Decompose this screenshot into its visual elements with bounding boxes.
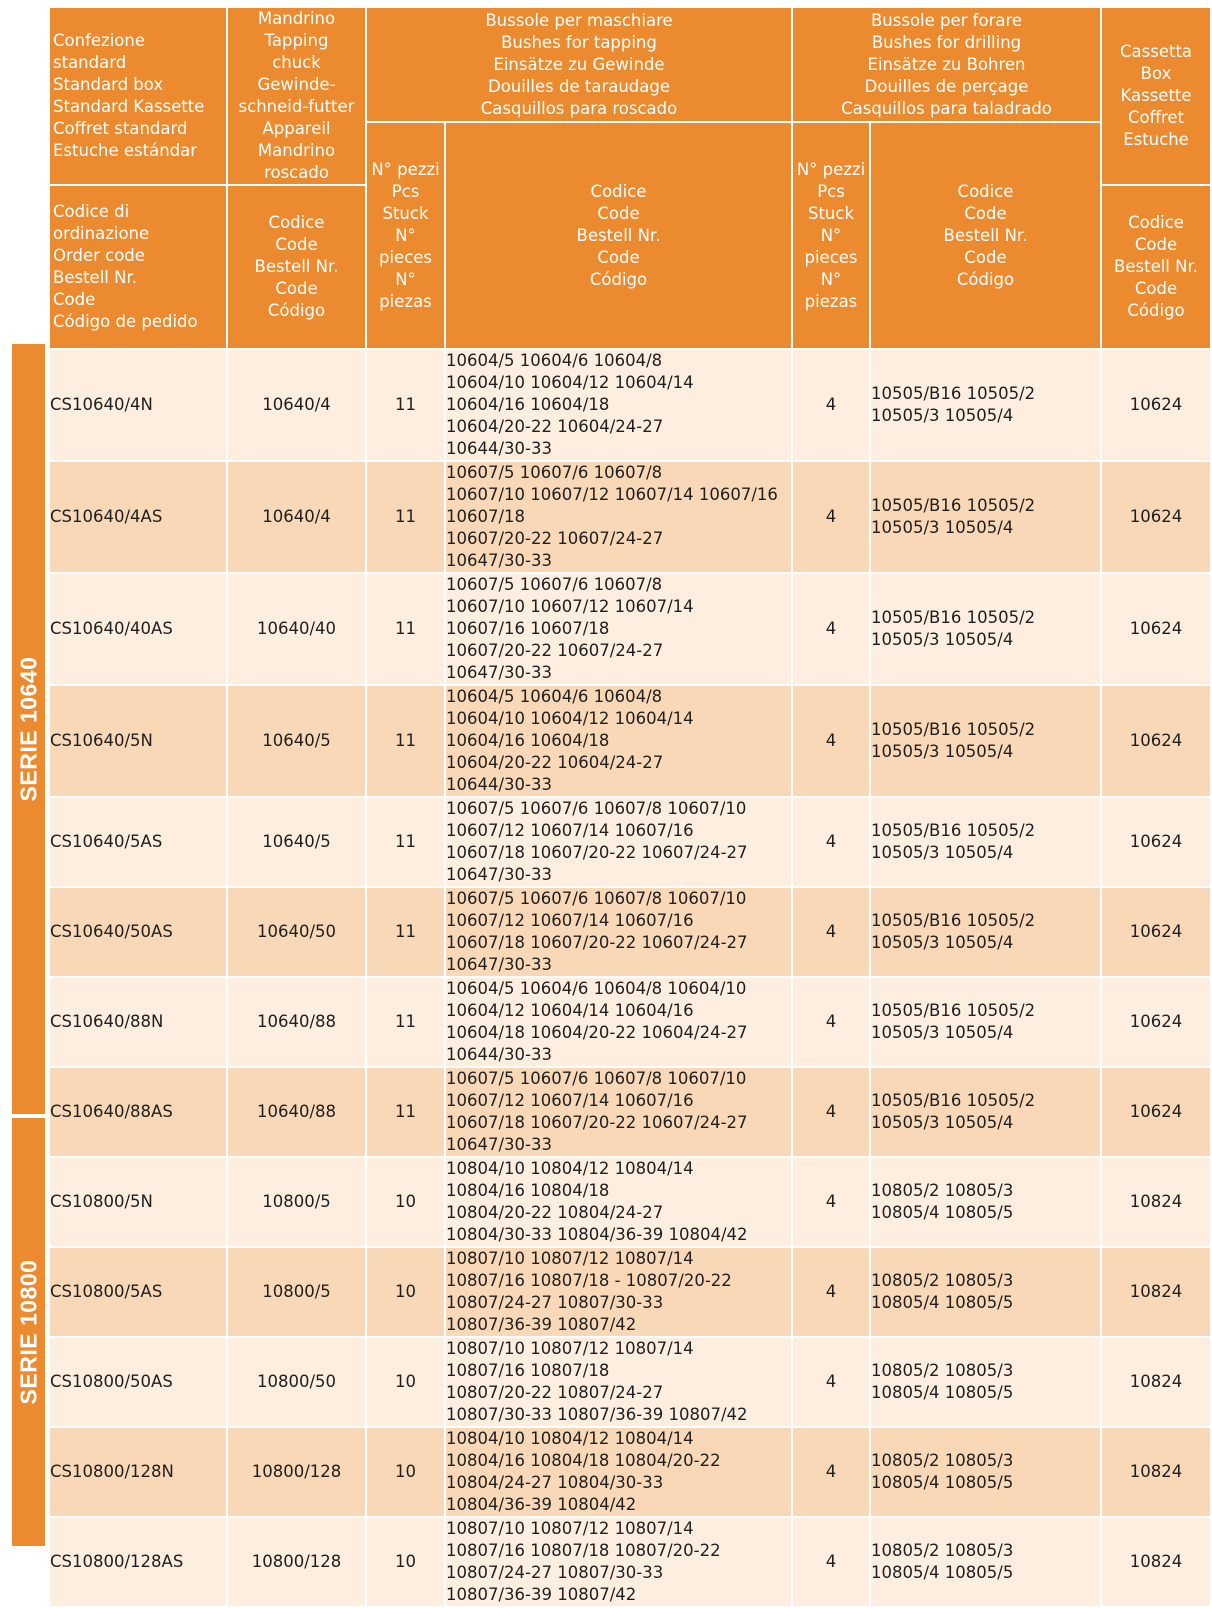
pcs-tapping-cell: 10 [366, 1517, 445, 1607]
tapping-code-line: 10604/10 10604/12 10604/14 [446, 373, 694, 392]
pcs-tapping-cell: 10 [366, 1157, 445, 1247]
order-code-cell: CS10640/5N [49, 685, 227, 797]
pcs-drilling-cell: 4 [792, 1067, 870, 1157]
box-code-cell: 10624 [1101, 461, 1211, 573]
pcs-tapping-cell: 11 [366, 977, 445, 1067]
table-row [49, 1067, 1211, 1157]
pcs-tapping-cell: 11 [366, 461, 445, 573]
box-code-cell: 10824 [1101, 1427, 1211, 1517]
tapping-code-line: 10604/20-22 10604/24-27 [446, 753, 664, 772]
tapping-code-line: 10647/30-33 [446, 865, 552, 884]
drilling-code-line: 10805/2 10805/3 [871, 1361, 1014, 1380]
drilling-codes-cell [870, 1337, 1101, 1427]
drilling-code-line: 10505/B16 10505/2 [871, 720, 1036, 739]
tapping-codes-cell [445, 573, 792, 685]
tapping-code-line: 10644/30-33 [446, 439, 552, 458]
order-code-cell: CS10640/88AS [49, 1067, 227, 1157]
drilling-codes-cell [870, 797, 1101, 887]
tapping-code-line: 10607/20-22 10607/24-27 [446, 529, 664, 548]
header-code-tapping: Codice Code Bestell Nr. Code Código [445, 122, 792, 349]
drilling-code-line: 10505/3 10505/4 [871, 933, 1014, 952]
pcs-drilling-cell: 4 [792, 1427, 870, 1517]
order-code-cell: CS10640/50AS [49, 887, 227, 977]
box-code-cell: 10824 [1101, 1517, 1211, 1607]
tapping-code-line: 10644/30-33 [446, 1045, 552, 1064]
drilling-code-line: 10505/3 10505/4 [871, 1023, 1014, 1042]
tapping-code-line: 10607/5 10607/6 10607/8 10607/10 [446, 1069, 747, 1088]
pcs-drilling-cell: 4 [792, 1157, 870, 1247]
tapping-code-line: 10807/30-33 10807/36-39 10807/42 [446, 1405, 748, 1424]
order-code-cell: CS10800/5N [49, 1157, 227, 1247]
header-bushes-tapping: Bussole per maschiare Bushes for tapping Einsätze zu Gewinde Douilles de taraudage Casquillos para roscado [366, 7, 792, 122]
tapping-codes-cell [445, 1337, 792, 1427]
tapping-code-line: 10807/24-27 10807/30-33 [446, 1293, 664, 1312]
tapping-codes-cell [445, 349, 792, 461]
tapping-code-line: 10607/10 10607/12 10607/14 [446, 597, 694, 616]
tapping-codes-cell [445, 461, 792, 573]
pcs-drilling-cell: 4 [792, 1337, 870, 1427]
drilling-code-line: 10805/2 10805/3 [871, 1181, 1014, 1200]
tapping-code-line: 10607/5 10607/6 10607/8 [446, 575, 663, 594]
order-code-cell: CS10800/50AS [49, 1337, 227, 1427]
order-code-cell: CS10800/5AS [49, 1247, 227, 1337]
drilling-code-line: 10805/2 10805/3 [871, 1541, 1014, 1560]
tapping-code-line: 10804/16 10804/18 [446, 1181, 610, 1200]
table-row [49, 1247, 1211, 1337]
pcs-tapping-cell: 11 [366, 685, 445, 797]
box-code-cell: 10624 [1101, 887, 1211, 977]
tapping-code-line: 10807/10 10807/12 10807/14 [446, 1519, 694, 1538]
tapping-codes-cell [445, 977, 792, 1067]
tapping-code-line: 10807/10 10807/12 10807/14 [446, 1249, 694, 1268]
drilling-codes-cell [870, 1067, 1101, 1157]
drilling-code-line: 10805/4 10805/5 [871, 1473, 1014, 1492]
tapping-code-line: 10604/16 10604/18 [446, 731, 610, 750]
chuck-code-cell: 10640/88 [227, 977, 366, 1067]
tapping-code-line: 10607/10 10607/12 10607/14 10607/16 [446, 485, 778, 504]
table-row [49, 977, 1211, 1067]
header-tapping-chuck: Mandrino Tapping chuck Gewinde- schneid-futter Appareil Mandrino roscado [227, 7, 366, 185]
series-label: SERIE 10640 [15, 656, 41, 802]
tapping-code-line: 10807/20-22 10807/24-27 [446, 1383, 664, 1402]
tapping-code-line: 10604/12 10604/14 10604/16 [446, 1001, 694, 1020]
tapping-codes-cell [445, 887, 792, 977]
drilling-code-line: 10505/B16 10505/2 [871, 384, 1036, 403]
box-code-cell: 10624 [1101, 349, 1211, 461]
tapping-code-line: 10807/24-27 10807/30-33 [446, 1563, 664, 1582]
pcs-drilling-cell: 4 [792, 349, 870, 461]
tapping-code-line: 10807/36-39 10807/42 [446, 1315, 637, 1334]
pcs-tapping-cell: 10 [366, 1427, 445, 1517]
tapping-code-line: 10807/10 10807/12 10807/14 [446, 1339, 694, 1358]
pcs-drilling-cell: 4 [792, 797, 870, 887]
tapping-codes-cell [445, 1247, 792, 1337]
order-code-cell: CS10640/88N [49, 977, 227, 1067]
tapping-code-line: 10604/5 10604/6 10604/8 10604/10 [446, 979, 747, 998]
chuck-code-cell: 10800/128 [227, 1517, 366, 1607]
chuck-code-cell: 10640/5 [227, 797, 366, 887]
table-row [49, 1157, 1211, 1247]
pcs-drilling-cell: 4 [792, 1247, 870, 1337]
drilling-codes-cell [870, 887, 1101, 977]
drilling-code-line: 10505/3 10505/4 [871, 742, 1014, 761]
table-row [49, 797, 1211, 887]
tapping-codes-cell [445, 1067, 792, 1157]
drilling-codes-cell [870, 349, 1101, 461]
chuck-code-cell: 10640/5 [227, 685, 366, 797]
tapping-code-line: 10804/10 10804/12 10804/14 [446, 1159, 694, 1178]
order-code-cell: CS10640/4AS [49, 461, 227, 573]
chuck-code-cell: 10800/5 [227, 1157, 366, 1247]
header-box: Cassetta Box Kassette Coffret Estuche [1101, 7, 1211, 185]
pcs-tapping-cell: 11 [366, 349, 445, 461]
box-code-cell: 10824 [1101, 1157, 1211, 1247]
box-code-cell: 10824 [1101, 1247, 1211, 1337]
box-code-cell: 10624 [1101, 1067, 1211, 1157]
chuck-code-cell: 10800/5 [227, 1247, 366, 1337]
drilling-code-line: 10505/B16 10505/2 [871, 821, 1036, 840]
tapping-code-line: 10604/5 10604/6 10604/8 [446, 351, 663, 370]
table-row [49, 1517, 1211, 1607]
tapping-code-line: 10607/12 10607/14 10607/16 [446, 911, 694, 930]
tapping-code-line: 10804/36-39 10804/42 [446, 1495, 637, 1514]
chuck-code-cell: 10640/4 [227, 461, 366, 573]
tapping-codes-cell [445, 1517, 792, 1607]
tapping-code-line: 10804/10 10804/12 10804/14 [446, 1429, 694, 1448]
kit-table [48, 6, 1212, 1608]
tapping-code-line: 10807/16 10807/18 10807/20-22 [446, 1541, 721, 1560]
tapping-codes-cell [445, 797, 792, 887]
tapping-code-line: 10807/36-39 10807/42 [446, 1585, 637, 1604]
drilling-codes-cell [870, 573, 1101, 685]
drilling-codes-cell [870, 1157, 1101, 1247]
order-code-cell: CS10640/5AS [49, 797, 227, 887]
drilling-code-line: 10805/4 10805/5 [871, 1383, 1014, 1402]
box-code-cell: 10624 [1101, 573, 1211, 685]
drilling-code-line: 10505/3 10505/4 [871, 843, 1014, 862]
tapping-code-line: 10647/30-33 [446, 1135, 552, 1154]
tapping-code-line: 10804/24-27 10804/30-33 [446, 1473, 664, 1492]
order-code-cell: CS10800/128N [49, 1427, 227, 1517]
order-code-cell: CS10640/40AS [49, 573, 227, 685]
pcs-drilling-cell: 4 [792, 977, 870, 1067]
table-row [49, 461, 1211, 573]
pcs-drilling-cell: 4 [792, 461, 870, 573]
drilling-code-line: 10505/B16 10505/2 [871, 1091, 1036, 1110]
drilling-codes-cell [870, 1247, 1101, 1337]
drilling-code-line: 10505/B16 10505/2 [871, 911, 1036, 930]
drilling-code-line: 10505/3 10505/4 [871, 518, 1014, 537]
tapping-code-line: 10607/12 10607/14 10607/16 [446, 1091, 694, 1110]
drilling-codes-cell [870, 977, 1101, 1067]
tapping-code-line: 10647/30-33 [446, 955, 552, 974]
drilling-code-line: 10505/B16 10505/2 [871, 1001, 1036, 1020]
drilling-code-line: 10805/2 10805/3 [871, 1271, 1014, 1290]
box-code-cell: 10624 [1101, 797, 1211, 887]
chuck-code-cell: 10640/4 [227, 349, 366, 461]
pcs-tapping-cell: 11 [366, 1067, 445, 1157]
drilling-code-line: 10505/B16 10505/2 [871, 496, 1036, 515]
tapping-code-line: 10604/16 10604/18 [446, 395, 610, 414]
tapping-code-line: 10804/30-33 10804/36-39 10804/42 [446, 1225, 748, 1244]
table-row [49, 887, 1211, 977]
pcs-tapping-cell: 10 [366, 1337, 445, 1427]
tapping-code-line: 10607/18 [446, 507, 526, 526]
chuck-code-cell: 10800/128 [227, 1427, 366, 1517]
table-row [49, 1427, 1211, 1517]
pcs-tapping-cell: 10 [366, 1247, 445, 1337]
pcs-drilling-cell: 4 [792, 685, 870, 797]
tapping-code-line: 10807/16 10807/18 - 10807/20-22 [446, 1271, 732, 1290]
box-code-cell: 10824 [1101, 1337, 1211, 1427]
drilling-codes-cell [870, 461, 1101, 573]
drilling-codes-cell [870, 1427, 1101, 1517]
chuck-code-cell: 10800/50 [227, 1337, 366, 1427]
chuck-code-cell: 10640/88 [227, 1067, 366, 1157]
drilling-code-line: 10505/B16 10505/2 [871, 608, 1036, 627]
tapping-code-line: 10604/20-22 10604/24-27 [446, 417, 664, 436]
box-code-cell: 10624 [1101, 977, 1211, 1067]
drilling-code-line: 10805/2 10805/3 [871, 1451, 1014, 1470]
chuck-code-cell: 10640/40 [227, 573, 366, 685]
tapping-code-line: 10607/18 10607/20-22 10607/24-27 [446, 1113, 748, 1132]
header-bushes-drilling: Bussole per forare Bushes for drilling Einsätze zu Bohren Douilles de perçage Casquillos para taladrado [792, 7, 1101, 122]
table-row [49, 573, 1211, 685]
tapping-code-line: 10607/16 10607/18 [446, 619, 610, 638]
chuck-code-cell: 10640/50 [227, 887, 366, 977]
tapping-codes-cell [445, 1427, 792, 1517]
tapping-code-line: 10647/30-33 [446, 663, 552, 682]
tapping-codes-cell [445, 1157, 792, 1247]
header-pcs-drilling: N° pezzi Pcs Stuck N° pieces N° piezas [792, 122, 870, 349]
table-row [49, 1337, 1211, 1427]
order-code-cell: CS10800/128AS [49, 1517, 227, 1607]
drilling-code-line: 10505/3 10505/4 [871, 1113, 1014, 1132]
tapping-code-line: 10607/12 10607/14 10607/16 [446, 821, 694, 840]
header-standard-box: Confezione standard Standard box Standard Kassette Coffret standard Estuche estándar [49, 7, 227, 185]
drilling-code-line: 10805/4 10805/5 [871, 1203, 1014, 1222]
pcs-drilling-cell: 4 [792, 887, 870, 977]
tapping-code-line: 10607/5 10607/6 10607/8 [446, 463, 663, 482]
series-band-10640 [12, 344, 45, 1114]
tapping-code-line: 10607/20-22 10607/24-27 [446, 641, 664, 660]
tapping-code-line: 10804/20-22 10804/24-27 [446, 1203, 664, 1222]
tapping-code-line: 10607/18 10607/20-22 10607/24-27 [446, 843, 748, 862]
drilling-codes-cell [870, 1517, 1101, 1607]
table-row [49, 349, 1211, 461]
tapping-code-line: 10607/5 10607/6 10607/8 10607/10 [446, 799, 747, 818]
pcs-tapping-cell: 11 [366, 573, 445, 685]
header-chuck-code: Codice Code Bestell Nr. Code Código [227, 185, 366, 349]
table-row [49, 685, 1211, 797]
header-pcs-tapping: N° pezzi Pcs Stuck N° pieces N° piezas [366, 122, 445, 349]
box-code-cell: 10624 [1101, 685, 1211, 797]
tapping-code-line: 10604/10 10604/12 10604/14 [446, 709, 694, 728]
header-order-code: Codice di ordinazione Order code Bestell Nr. Code Código de pedido [49, 185, 227, 349]
tapping-code-line: 10604/5 10604/6 10604/8 [446, 687, 663, 706]
tapping-code-line: 10804/16 10804/18 10804/20-22 [446, 1451, 721, 1470]
drilling-code-line: 10805/4 10805/5 [871, 1563, 1014, 1582]
series-label: SERIE 10800 [15, 1259, 41, 1405]
tapping-code-line: 10807/16 10807/18 [446, 1361, 610, 1380]
drilling-code-line: 10505/3 10505/4 [871, 630, 1014, 649]
tapping-codes-cell [445, 685, 792, 797]
tapping-code-line: 10607/18 10607/20-22 10607/24-27 [446, 933, 748, 952]
order-code-cell: CS10640/4N [49, 349, 227, 461]
tapping-code-line: 10604/18 10604/20-22 10604/24-27 [446, 1023, 748, 1042]
tapping-code-line: 10607/5 10607/6 10607/8 10607/10 [446, 889, 747, 908]
drilling-codes-cell [870, 685, 1101, 797]
header-code-drilling: Codice Code Bestell Nr. Code Código [870, 122, 1101, 349]
pcs-drilling-cell: 4 [792, 573, 870, 685]
tapping-code-line: 10644/30-33 [446, 775, 552, 794]
pcs-drilling-cell: 4 [792, 1517, 870, 1607]
drilling-code-line: 10505/3 10505/4 [871, 406, 1014, 425]
header-box-code: Codice Code Bestell Nr. Code Código [1101, 185, 1211, 349]
drilling-code-line: 10805/4 10805/5 [871, 1293, 1014, 1312]
tapping-code-line: 10647/30-33 [446, 551, 552, 570]
pcs-tapping-cell: 11 [366, 887, 445, 977]
series-band-10800 [12, 1118, 45, 1546]
pcs-tapping-cell: 11 [366, 797, 445, 887]
